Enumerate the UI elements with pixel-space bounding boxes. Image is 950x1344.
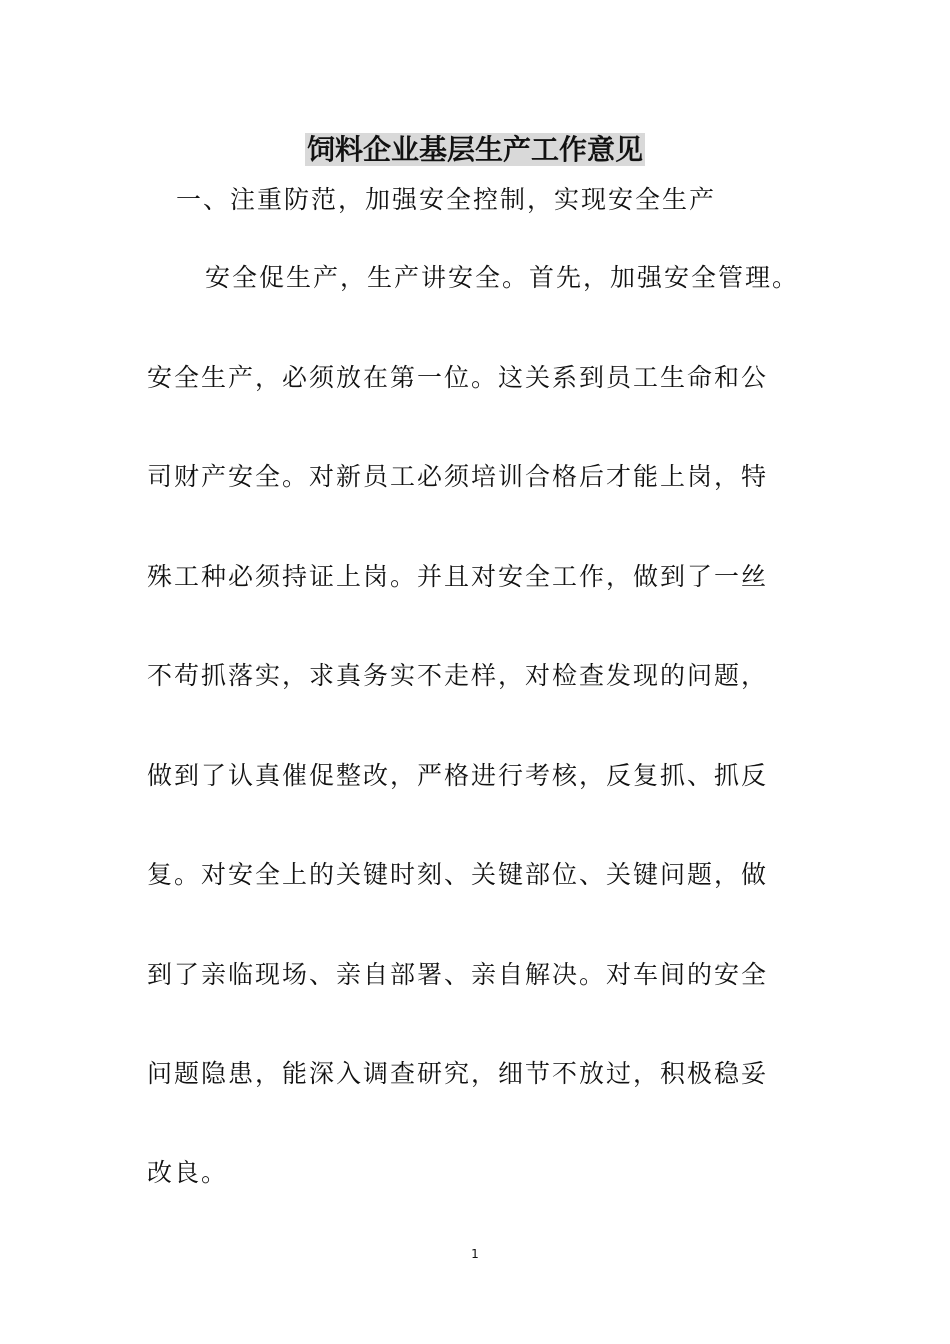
paragraph-line: 殊工种必须持证上岗。并且对安全工作，做到了一丝 [147, 562, 769, 591]
document-title-text: 饲料企业基层生产工作意见 [306, 133, 643, 166]
document-title [0, 128, 950, 172]
paragraph-line: 安全生产，必须放在第一位。这关系到员工生命和公 [147, 363, 769, 392]
paragraph-line: 安全促生产，生产讲安全。首先，加强安全管理。 [205, 263, 800, 292]
paragraph-line: 司财产安全。对新员工必须培训合格后才能上岗，特 [147, 462, 769, 491]
paragraph-line: 问题隐患，能深入调查研究，细节不放过，积极稳妥 [147, 1059, 769, 1088]
paragraph-line: 改良。 [147, 1158, 229, 1187]
paragraph-line: 复。对安全上的关键时刻、关键部位、关键问题，做 [147, 860, 769, 889]
paragraph-line: 到了亲临现场、亲自部署、亲自解决。对车间的安全 [147, 960, 769, 989]
page-number: 1 [471, 1247, 479, 1261]
paragraph-line: 做到了认真催促整改，严格进行考核，反复抓、抓反 [147, 761, 769, 790]
section-heading: 一、注重防范，加强安全控制，实现安全生产 [176, 185, 717, 214]
paragraph-line: 不苟抓落实，求真务实不走样，对检查发现的问题， [147, 661, 769, 690]
